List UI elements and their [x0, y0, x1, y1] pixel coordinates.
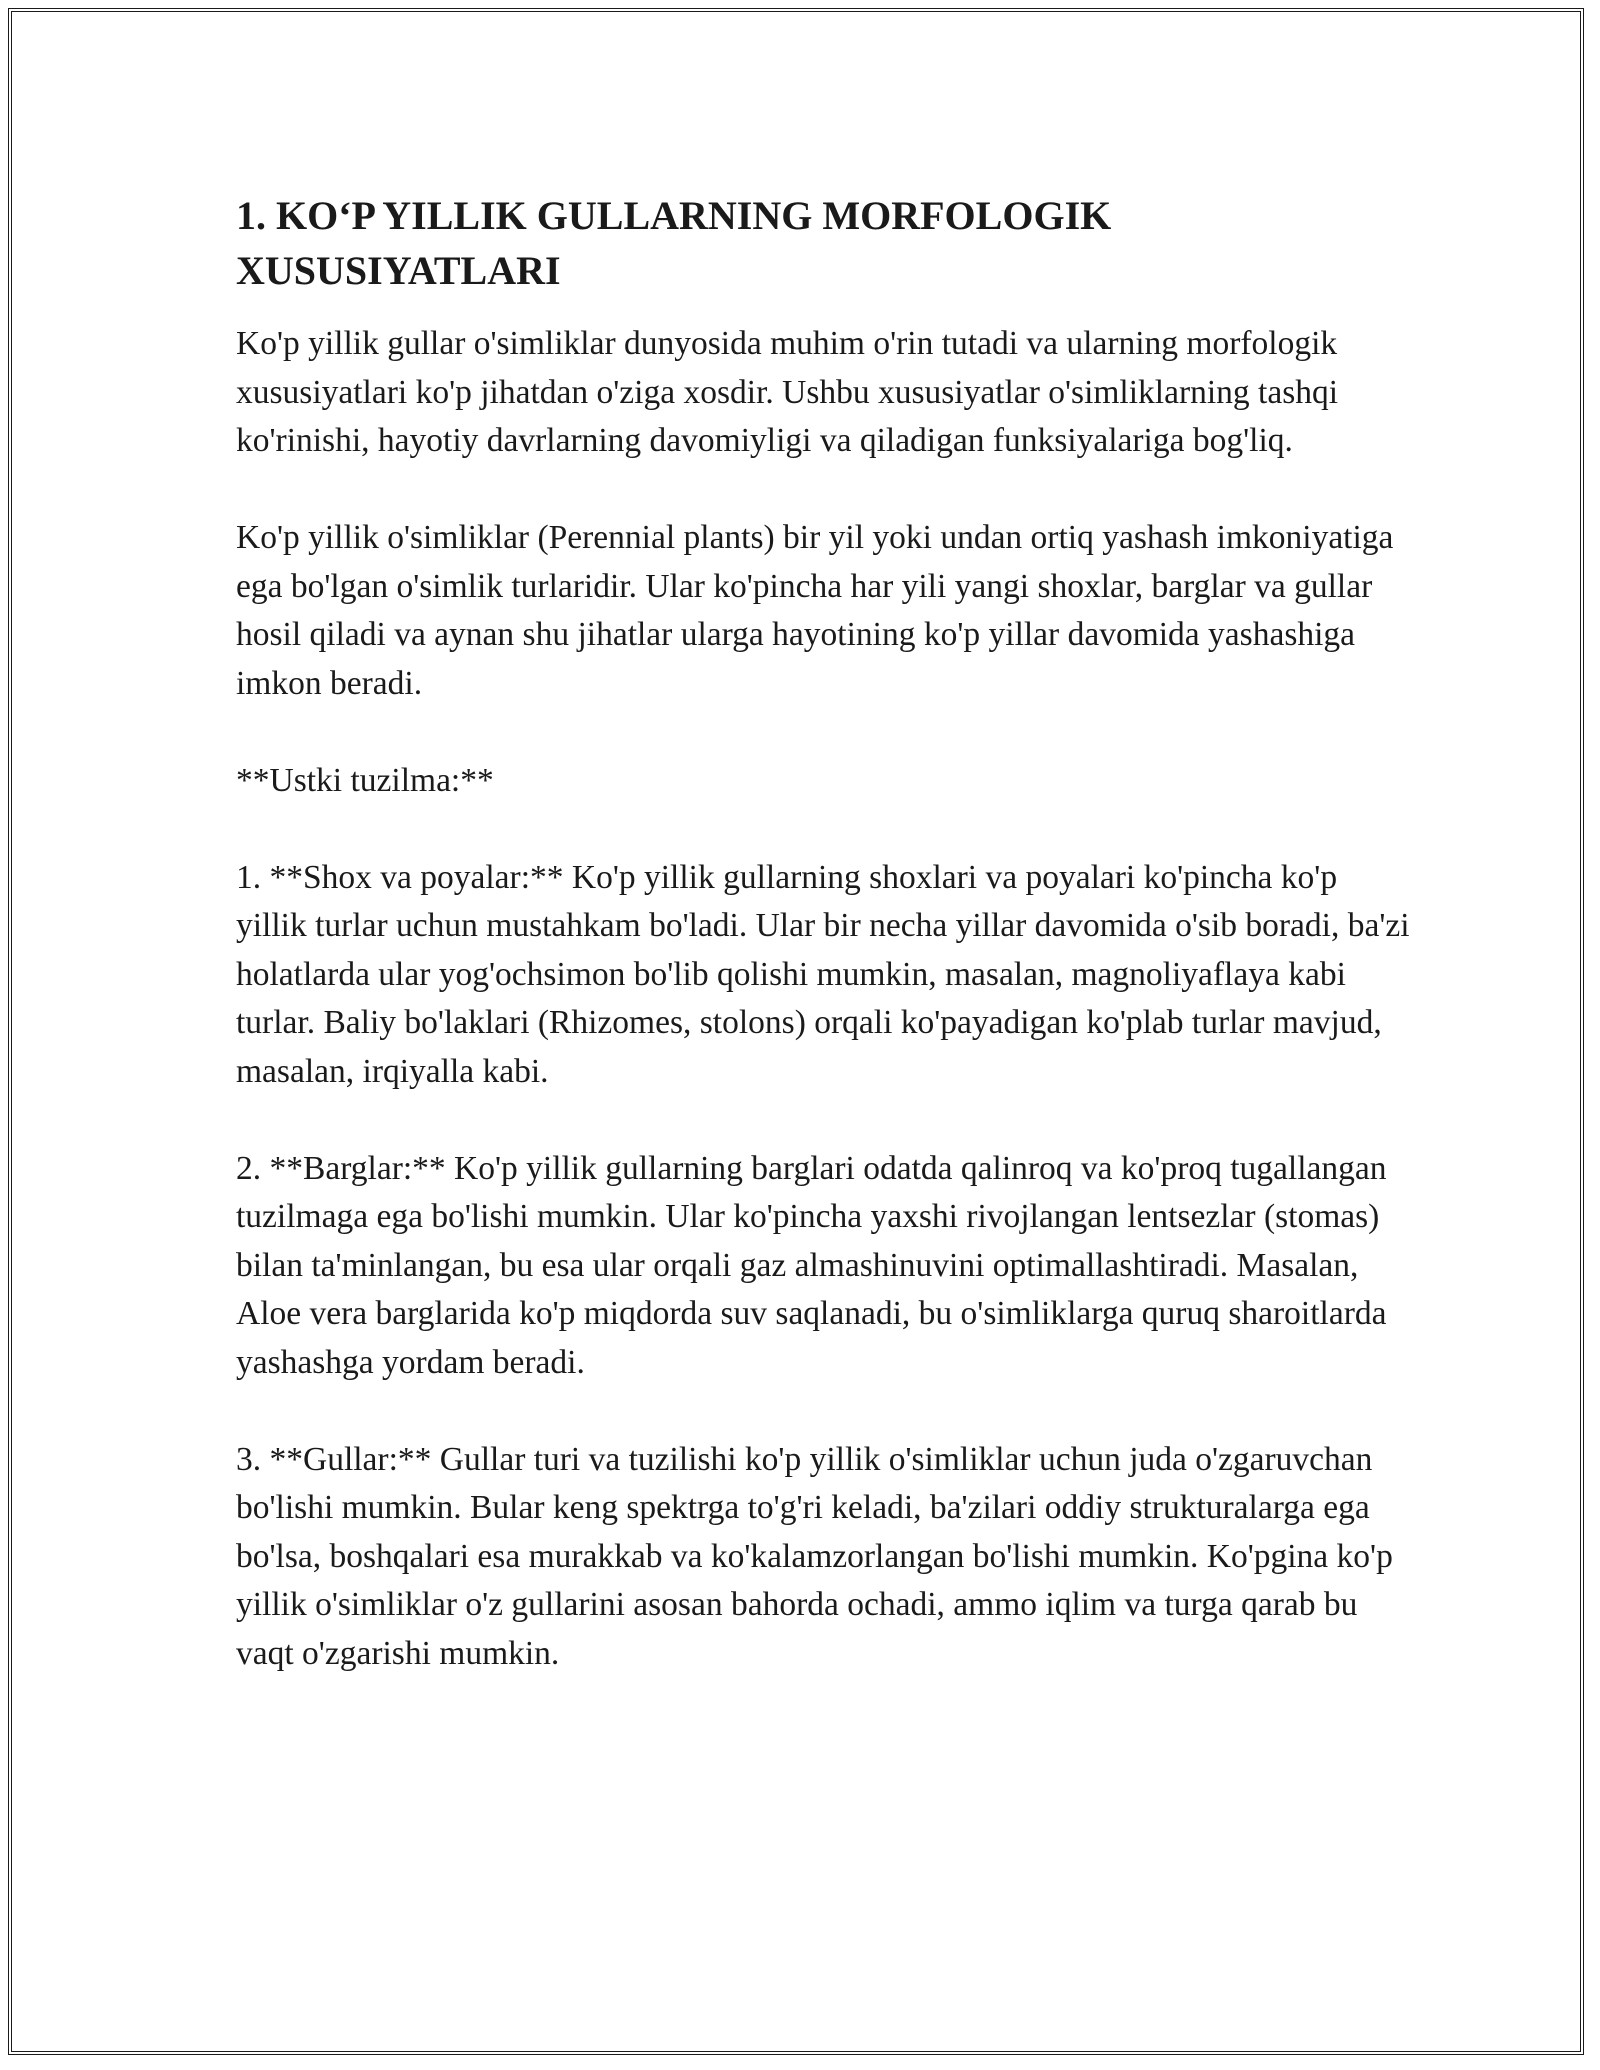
flowers-paragraph: 3. **Gullar:** Gullar turi va tuzilishi ko'p yillik o'simliklar uchun juda o'zgaruvchan bo'lishi mumkin. Bular keng spektrga to'g'ri keladi, ba'zilari oddiy strukturalarga ega bo'lsa, boshqalari esa murakkab va ko'kalamzorlangan bo'lishi mumkin. Ko'pgina ko'p yillik o'simliklar o'z gullarini asosan bahorda ochadi, ammo iqlim va turga qarab bu vaqt o'zgarishi mumkin. [236, 1440, 1393, 1672]
document-body [236, 188, 1416, 1727]
intro-paragraph: Ko'p yillik gullar o'simliklar dunyosida muhim o'rin tutadi va ularning morfologik xususiyatlari ko'p jihatdan o'ziga xosdir. Ushbu xususiyatlar o'simliklarning tashqi ko'rinishi, hayotiy davrlarning davomiyligi va qiladigan funksiyalariga bog'liq. [236, 325, 1339, 459]
section-heading-paragraph: **Ustki tuzilma:** [236, 761, 494, 799]
perennial-definition-paragraph: Ko'p yillik o'simliklar (Perennial plants) bir yil yoki undan ortiq yashash imkoniyatiga ega bo'lgan o'simlik turlaridir. Ular ko'pincha har yili yangi shoxlar, barglar va gullar hosil qiladi va aynan shu jihatlar ularga hayotining ko'p yillar davomida yashashiga imkon beradi. [236, 519, 1394, 702]
leaves-paragraph: 2. **Barglar:** Ko'p yillik gullarning barglari odatda qalinroq va ko'proq tugallangan tuzilmaga ega bo'lishi mumkin. Ular ko'pincha yaxshi rivojlangan lentsezlar (stomas) bilan ta'minlangan, bu esa ular orqali gaz almashinuvini optimallashtiradi. Masalan, Aloe vera barglarida ko'p miqdorda suv saqlanadi, bu o'simliklarga quruq sharoitlarda yashashga yordam beradi. [236, 1149, 1387, 1381]
stems-paragraph: 1. **Shox va poyalar:** Ko'p yillik gullarning shoxlari va poyalari ko'pincha ko'p yillik turlar uchun mustahkam bo'ladi. Ular bir necha yillar davomida o'sib boradi, ba'zi holatlarda ular yog'ochsimon bo'lib qolishi mumkin, masalan, magnoliyaflaya kabi turlar. Baliy bo'laklari (Rhizomes, stolons) orqali ko'payadigan ko'plab turlar mavjud, masalan, irqiyalla kabi. [236, 858, 1410, 1090]
document-title: 1. KO‘P YILLIK GULLARNING MORFOLOGIK XUSUSIYATLARI [236, 193, 1112, 293]
